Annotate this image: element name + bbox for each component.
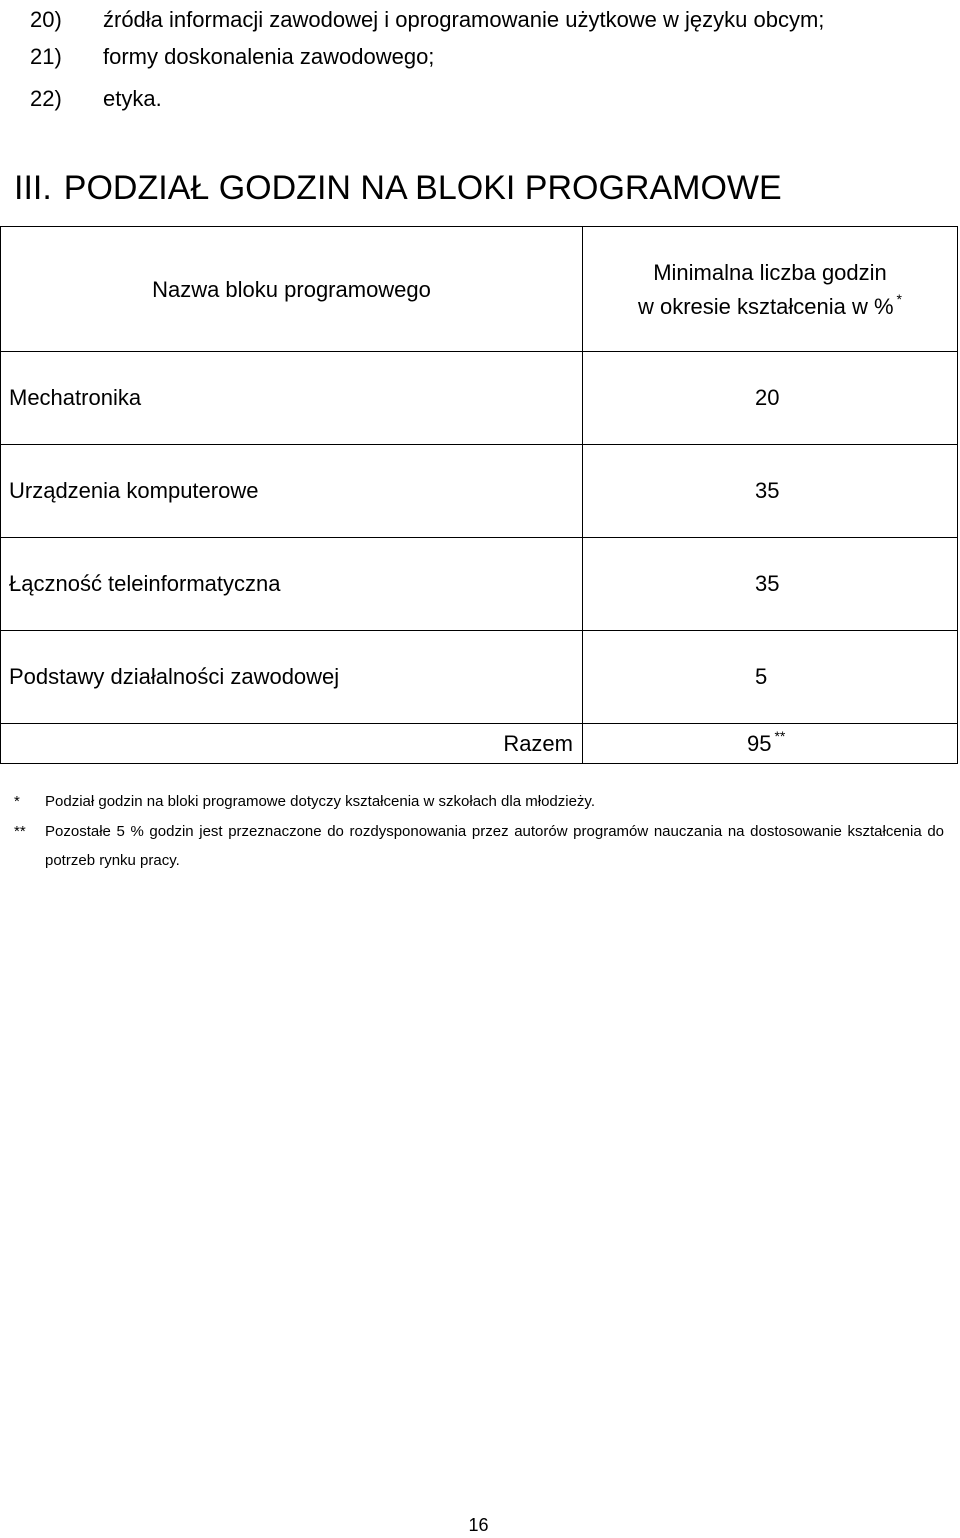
list-item — [30, 86, 162, 112]
section-number: III. — [14, 169, 52, 207]
list-item-text: źródła informacji zawodowej i oprogramowanie użytkowe w języku obcym; — [103, 7, 825, 32]
page-number: 16 — [468, 1515, 489, 1535]
total-footnote-mark: ** — [774, 728, 786, 744]
header-min-hours-line1: Minimalna liczba godzin — [653, 259, 887, 285]
table-total-row — [1, 724, 958, 764]
list-item — [30, 7, 824, 33]
list-item-number: 22) — [30, 86, 62, 111]
footnote-mark: * — [14, 793, 20, 810]
total-value: 95 — [747, 731, 772, 756]
row-hours-value: 20 — [583, 352, 958, 445]
footnote — [14, 787, 944, 816]
section-heading — [14, 168, 782, 208]
row-hours-value: 5 — [583, 631, 958, 724]
footnote — [14, 817, 944, 875]
list-item-text: etyka. — [103, 86, 162, 111]
row-block-name: Mechatronika — [1, 352, 583, 445]
header-min-hours-line2: w okresie kształcenia w % — [638, 293, 894, 319]
row-block-name: Podstawy działalności zawodowej — [1, 631, 583, 724]
footnote-text: Podział godzin na bloki programowe dotyczy kształcenia w szkołach dla młodzieży. — [45, 793, 595, 810]
table-header-row — [1, 227, 958, 352]
table-row — [1, 445, 958, 538]
footnote-text: Pozostałe 5 % godzin jest przeznaczone do rozdysponowania przez autorów programów nauczania na dostosowanie kształcenia do potrzeb rynku pracy. — [45, 823, 944, 869]
header-min-hours — [583, 227, 958, 352]
table-row — [1, 538, 958, 631]
total-value-cell — [583, 724, 958, 764]
row-block-name: Łączność teleinformatyczna — [1, 538, 583, 631]
row-hours-value: 35 — [583, 445, 958, 538]
table-row — [1, 631, 958, 724]
list-item — [30, 44, 434, 70]
list-item-number: 21) — [30, 44, 62, 69]
header-block-name — [1, 227, 583, 352]
list-item-text: formy doskonalenia zawodowego; — [103, 44, 435, 69]
header-footnote-mark: * — [896, 290, 902, 307]
footnote-mark: ** — [14, 823, 26, 840]
section-title: PODZIAŁ GODZIN NA BLOKI PROGRAMOWE — [63, 169, 782, 207]
hours-table — [0, 226, 958, 764]
row-hours-value: 35 — [583, 538, 958, 631]
table-row — [1, 352, 958, 445]
list-item-number: 20) — [30, 7, 62, 32]
row-block-name: Urządzenia komputerowe — [1, 445, 583, 538]
total-label: Razem — [1, 724, 583, 764]
header-block-name-text: Nazwa bloku programowego — [152, 276, 431, 302]
